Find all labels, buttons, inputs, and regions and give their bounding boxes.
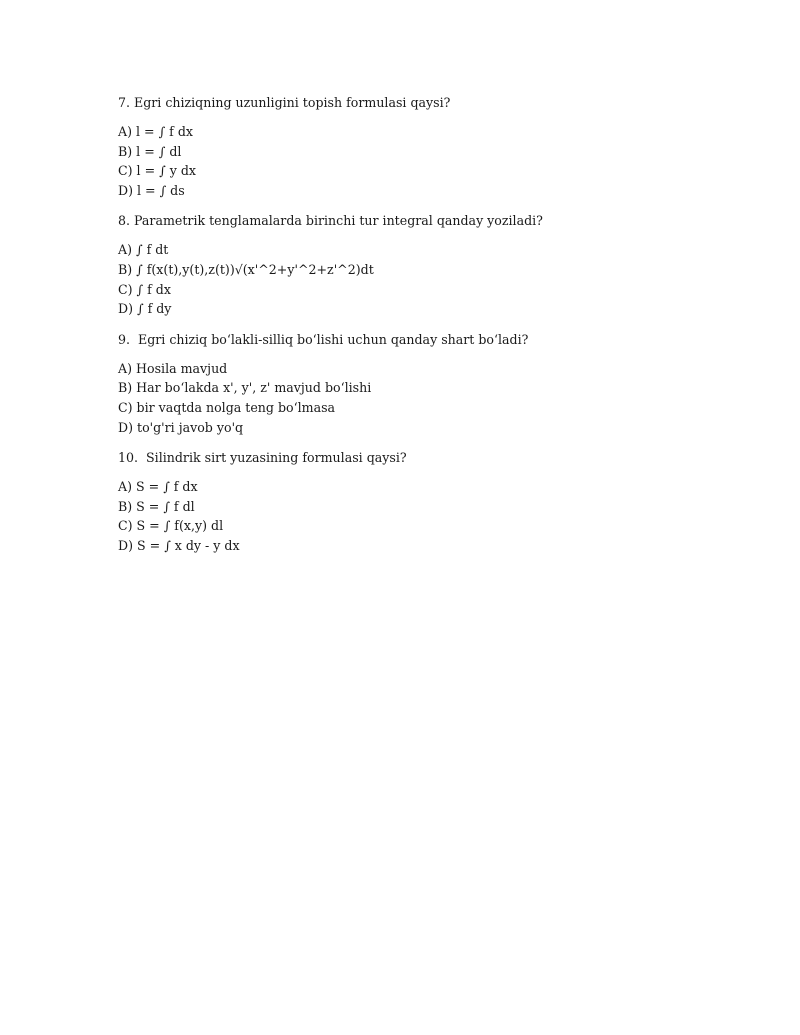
- option-a: A) l = ∫ f dx: [118, 124, 193, 139]
- option-d: D) S = ∫ x dy - y dx: [118, 537, 240, 553]
- option-d: D) l = ∫ ds: [118, 182, 185, 198]
- option-a: A) Hosila mavjud: [118, 360, 228, 376]
- question-text: 10. Silindrik sirt yuzasining formulasi qaysi?: [118, 450, 407, 466]
- question-7: [118, 93, 718, 200]
- answer-options: [118, 477, 718, 555]
- question-10: [118, 448, 718, 555]
- answer-options: [118, 122, 718, 200]
- option-b: B) Har bo‘lakda x', y', z' mavjud bo‘lishi: [118, 380, 372, 396]
- question-text: 7. Egri chiziqning uzunligini topish formulasi qaysi?: [118, 95, 451, 110]
- question-8: [118, 211, 718, 318]
- option-b: B) ∫ f(x(t),y(t),z(t))√(x'^2+y'^2+z'^2)dt: [118, 261, 374, 277]
- question-text: 9. Egri chiziq bo‘lakli-silliq bo‘lishi uchun qanday shart bo‘ladi?: [118, 331, 529, 347]
- option-c: C) bir vaqtda nolga teng bo‘lmasa: [118, 399, 336, 415]
- answer-options: [118, 359, 718, 437]
- option-c: C) l = ∫ y dx: [118, 163, 196, 179]
- question-9: [118, 330, 718, 437]
- option-c: C) S = ∫ f(x,y) dl: [118, 518, 224, 534]
- question-text: 8. Parametrik tenglamalarda birinchi tur integral qanday yoziladi?: [118, 213, 543, 229]
- document-page: [118, 93, 718, 567]
- option-b: B) l = ∫ dl: [118, 143, 182, 159]
- option-a: A) ∫ f dt: [118, 242, 169, 258]
- answer-options: [118, 240, 718, 318]
- option-d: D) ∫ f dy: [118, 301, 172, 317]
- option-b: B) S = ∫ f dl: [118, 498, 195, 514]
- option-a: A) S = ∫ f dx: [118, 479, 198, 495]
- option-d: D) to'g'ri javob yo'q: [118, 419, 244, 435]
- option-c: C) ∫ f dx: [118, 281, 171, 297]
